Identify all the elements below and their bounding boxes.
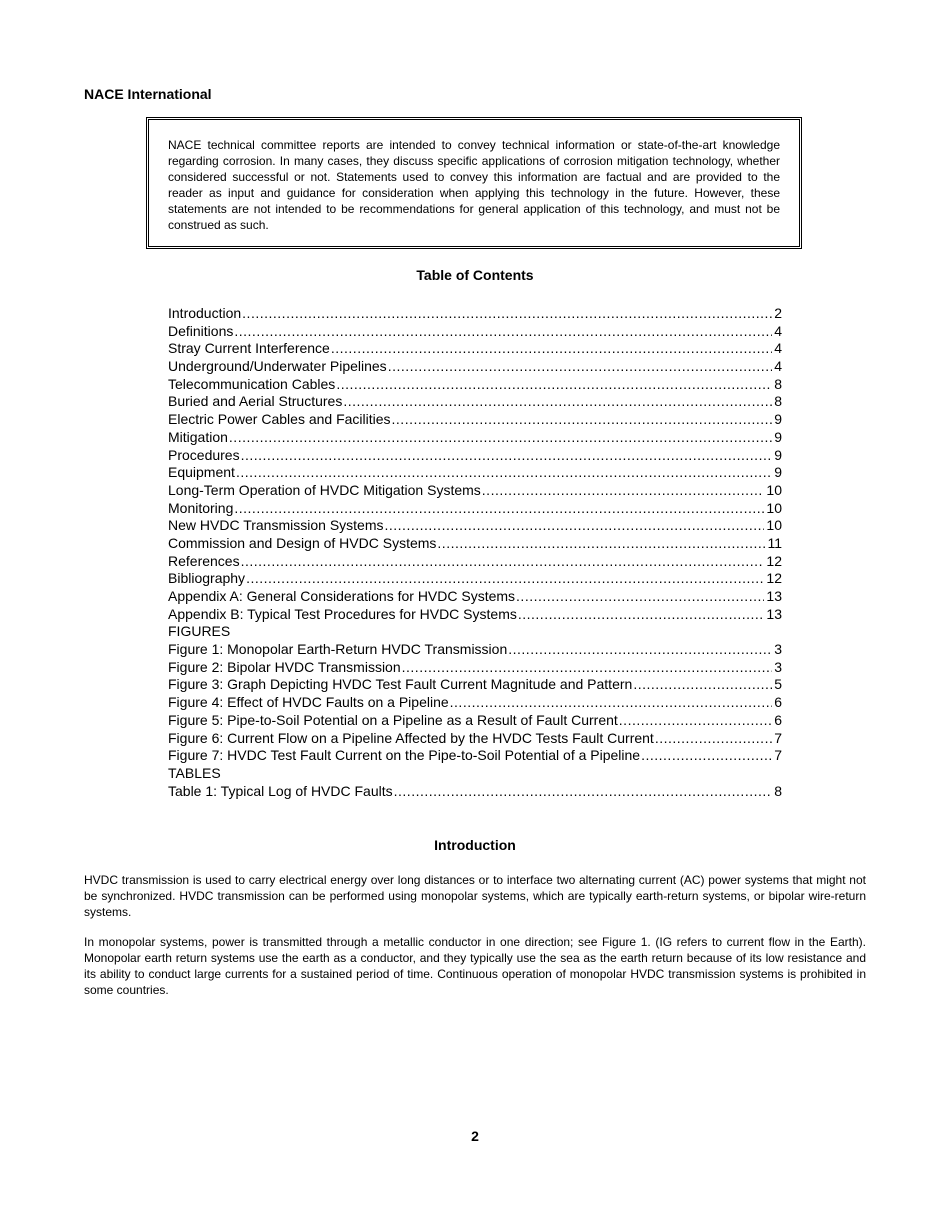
toc-leader-dots [331,340,772,358]
toc-entry[interactable] [168,588,782,606]
toc-entry-label: Commission and Design of HVDC Systems [168,534,437,551]
toc-entry[interactable] [168,694,782,712]
toc-entry-page: 13 [766,605,782,622]
toc-entry-page: 12 [766,570,782,587]
toc-entry-label: Figure 2: Bipolar HVDC Transmission [168,658,401,675]
toc-entry-page: 10 [766,499,782,516]
toc-leader-dots [236,464,772,482]
toc-entry-page: 4 [774,340,782,357]
toc-entry-label: Buried and Aerial Structures [168,393,343,410]
toc-leader-dots [229,429,772,447]
toc-leader-dots [508,641,772,659]
toc-entry[interactable] [168,641,782,659]
toc-leader-dots [633,676,772,694]
toc-entry[interactable] [168,553,782,571]
toc-entry[interactable] [168,482,782,500]
toc-entry[interactable] [168,358,782,376]
toc-entry-page: 9 [774,446,782,463]
disclaimer-box [146,117,802,249]
toc-entry-label: Figure 5: Pipe-to-Soil Potential on a Pipeline as a Result of Fault Current [168,711,618,728]
toc-entry-label: FIGURES [168,623,231,640]
toc-entry-page: 4 [774,322,782,339]
toc-entry-label: Electric Power Cables and Facilities [168,411,391,428]
toc-entry[interactable] [168,411,782,429]
toc-leader-dots [619,712,772,730]
toc-entry-page: 13 [766,588,782,604]
toc-leader-dots [246,570,764,588]
toc-entry[interactable] [168,447,782,465]
toc-entry-label: Bibliography [168,570,246,587]
toc-entry[interactable] [168,517,782,535]
toc-leader-dots [234,500,764,518]
toc-entry-label: Appendix B: Typical Test Procedures for HVDC Systems [168,605,517,622]
toc-entry-page: 4 [774,358,782,375]
toc-entry-label: Equipment [168,464,235,481]
toc-entry-label: Monitoring [168,499,234,516]
toc-entry[interactable] [168,464,782,482]
toc-leader-dots [437,535,765,553]
toc-leader-dots [482,482,765,500]
introduction-heading: Introduction [434,837,516,853]
toc-entry-page: 8 [774,393,782,410]
toc-entry-page: 9 [774,428,782,445]
toc-entry[interactable] [168,606,782,624]
toc-entry-label: Procedures [168,446,240,463]
toc-entry[interactable] [168,323,782,341]
toc-entry-page: 9 [774,464,782,481]
toc-entry-label: TABLES [168,764,221,781]
toc-entry[interactable] [168,747,782,765]
toc-entry-page: 7 [774,729,782,746]
toc-leader-dots [394,783,773,801]
toc-entry-label: Underground/Underwater Pipelines [168,358,387,375]
toc-entry[interactable] [168,393,782,411]
toc-leader-dots [655,730,772,748]
toc-entry-page: 2 [774,305,782,321]
toc-entry[interactable] [168,783,782,801]
toc-entry-label: Figure 3: Graph Depicting HVDC Test Fault Current Magnitude and Pattern [168,676,633,693]
page-number: 2 [471,1128,479,1144]
toc-entry[interactable] [168,305,782,323]
toc-entry-label: Figure 1: Monopolar Earth-Return HVDC Transmission [168,641,508,658]
toc-entry[interactable] [168,376,782,394]
toc-entry[interactable] [168,570,782,588]
toc-leader-dots [343,393,772,411]
toc-entry-page: 3 [774,641,782,658]
toc-leader-dots [234,323,772,341]
toc-leader-dots [242,305,772,323]
toc-entry-page: 6 [774,711,782,728]
toc-entry-label: Figure 7: HVDC Test Fault Current on the Pipe-to-Soil Potential of a Pipeline [168,747,641,764]
toc-entry-label: Mitigation [168,428,228,445]
disclaimer-text: NACE technical committee reports are intended to convey technical information or state-of-the-art knowledge regarding corrosion. In many cases, they discuss specific applications of corrosion mitigation technology, whether considered successful or not. Statements used to convey this information are factual and are provided to the reader as input and guidance for consideration when applying this technology in the future. However, these statements are not intended to be recommendations for general application of this technology, and must not be construed as such. [168,138,780,232]
toc-leader-dots [402,659,773,677]
toc-entry[interactable] [168,765,782,783]
toc-leader-dots [450,694,773,712]
toc-entry-label: Appendix A: General Considerations for HVDC Systems [168,588,516,604]
table-of-contents [168,305,782,800]
toc-entry-page: 10 [766,517,782,534]
toc-leader-dots [385,517,765,535]
toc-entry-page: 3 [774,658,782,675]
toc-entry[interactable] [168,730,782,748]
toc-entry-label: Table 1: Typical Log of HVDC Faults [168,782,393,799]
toc-entry-page: 11 [767,534,782,551]
toc-entry-page: 9 [774,411,782,428]
toc-entry-label: Figure 6: Current Flow on a Pipeline Affected by the HVDC Tests Fault Current [168,729,654,746]
toc-leader-dots [518,606,765,624]
toc-leader-dots [392,411,773,429]
toc-leader-dots [241,447,773,465]
toc-entry[interactable] [168,535,782,553]
introduction-paragraph-2: In monopolar systems, power is transmitted through a metallic conductor in one direction; see Figure 1. (IG refers to current flow in the Earth). Monopolar earth return systems use the earth as a conductor, and they typically use the sea as the earth return because of its low resistance and its ability to conduct large currents for a sustained period of time. Continuous operation of monopolar HVDC transmission systems is prohibited in some countries. [84,935,866,997]
toc-entry[interactable] [168,712,782,730]
toc-leader-dots [241,553,765,571]
toc-entry[interactable] [168,429,782,447]
toc-leader-dots [336,376,772,394]
toc-entry-page: 8 [774,782,782,799]
organization-header: NACE International [84,86,212,102]
toc-entry[interactable] [168,623,782,641]
toc-entry-label: Stray Current Interference [168,340,330,357]
toc-entry[interactable] [168,340,782,358]
toc-entry-label: Telecommunication Cables [168,375,336,392]
toc-entry-label: Definitions [168,322,234,339]
toc-entry-label: New HVDC Transmission Systems [168,517,384,534]
toc-entry-label: Long-Term Operation of HVDC Mitigation Systems [168,481,481,498]
toc-entry[interactable] [168,676,782,694]
toc-entry-page: 5 [774,676,782,693]
introduction-paragraph-1: HVDC transmission is used to carry electrical energy over long distances or to interface two alternating current (AC) power systems that might not be synchronized. HVDC transmission can be performed using monopolar systems, which are typically earth-return systems, or bipolar wire-return systems. [84,873,866,919]
toc-leader-dots [516,588,764,606]
toc-leader-dots [388,358,773,376]
toc-entry-page: 12 [766,552,782,569]
toc-entry[interactable] [168,500,782,518]
toc-entry-page: 10 [766,481,782,498]
toc-entry-label: Figure 4: Effect of HVDC Faults on a Pipeline [168,694,449,711]
toc-title: Table of Contents [416,267,534,283]
toc-entry[interactable] [168,659,782,677]
toc-entry-page: 6 [774,694,782,711]
toc-entry-label: Introduction [168,305,242,321]
toc-entry-page: 7 [774,747,782,764]
toc-leader-dots [641,747,772,765]
toc-entry-page: 8 [774,375,782,392]
toc-entry-label: References [168,552,240,569]
